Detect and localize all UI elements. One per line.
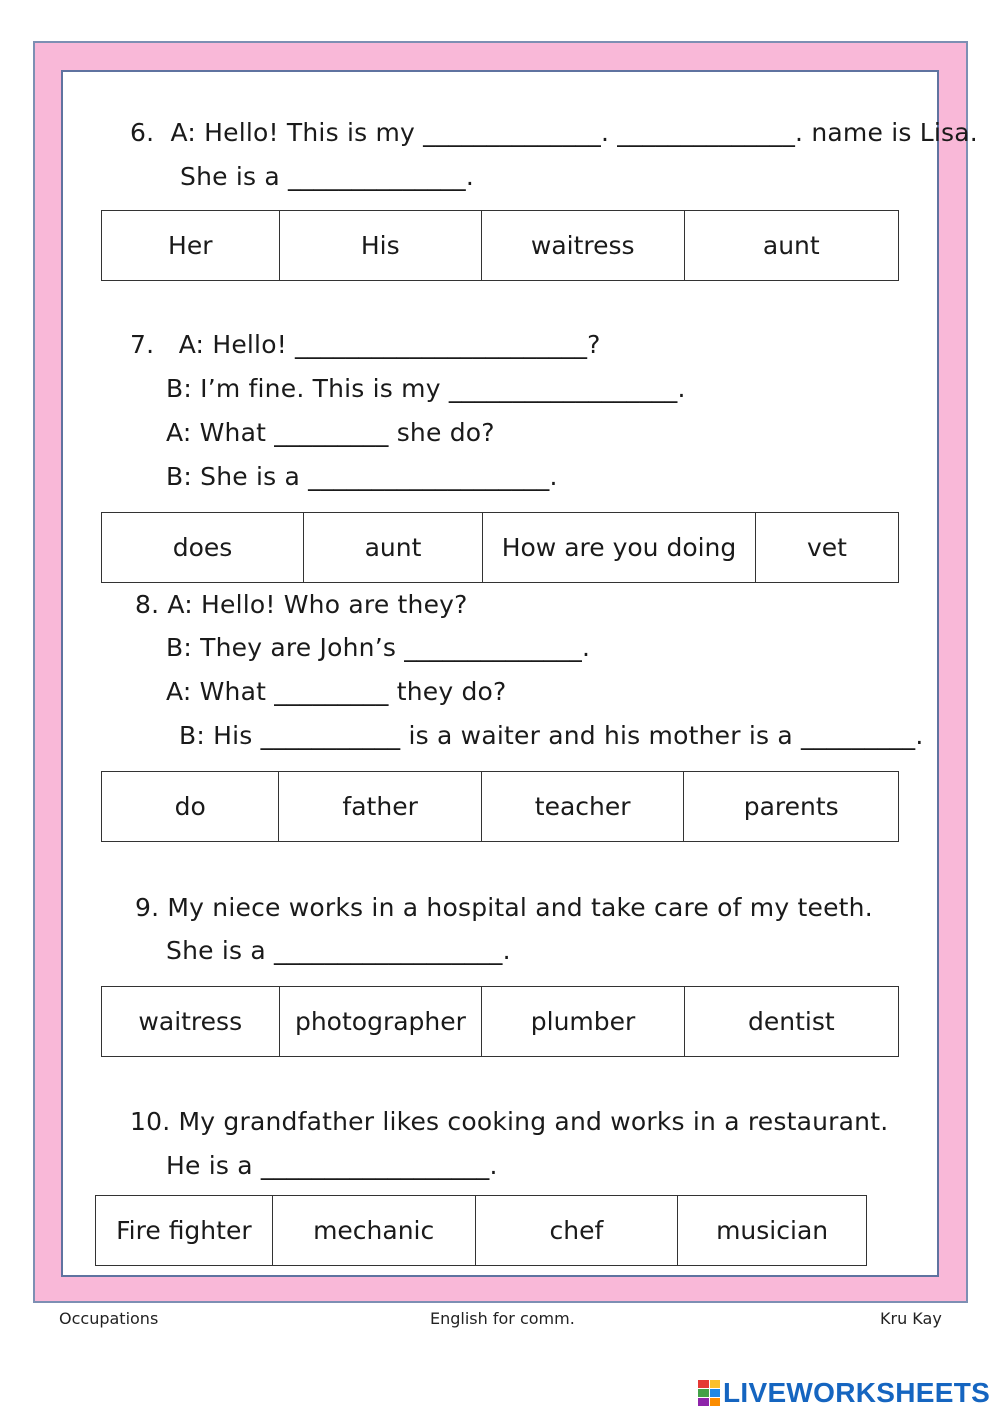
q7-line-3: A: What _________ she do? (166, 418, 495, 447)
q8-option-father[interactable]: father (279, 772, 481, 842)
q10-line-2: He is a __________________. (166, 1151, 498, 1180)
q6-line-2: She is a ______________. (180, 162, 474, 191)
q6-option-aunt[interactable]: aunt (684, 211, 898, 281)
q7-line-1: 7. A: Hello! _______________________? (130, 330, 601, 359)
q6-line-1: 6. A: Hello! This is my ______________. ______________. name is Lisa. (130, 118, 978, 147)
q10-option-mechanic[interactable]: mechanic (272, 1196, 475, 1266)
q9-line-2: She is a __________________. (166, 936, 511, 965)
q9-option-dentist[interactable]: dentist (684, 987, 898, 1057)
liveworksheets-brand[interactable] (698, 1378, 990, 1408)
footer-center: English for comm. (430, 1309, 575, 1328)
footer-right: Kru Kay (880, 1309, 942, 1328)
q9-option-photographer[interactable]: photographer (279, 987, 482, 1057)
q7-option-how-are-you-doing[interactable]: How are you doing (483, 513, 756, 583)
q10-option-musician[interactable]: musician (678, 1196, 867, 1266)
q6-option-her[interactable]: Her (102, 211, 280, 281)
q8-option-parents[interactable]: parents (684, 772, 899, 842)
q7-options-table (101, 512, 899, 583)
q7-option-does[interactable]: does (102, 513, 304, 583)
q6-option-his[interactable]: His (279, 211, 481, 281)
q7-option-vet[interactable]: vet (756, 513, 899, 583)
q8-line-2: B: They are John’s ______________. (166, 633, 591, 662)
q7-option-aunt[interactable]: aunt (304, 513, 483, 583)
q9-line-1: 9. My niece works in a hospital and take care of my teeth. (135, 893, 873, 922)
q6-options-table (101, 210, 899, 281)
q8-line-4: B: His ___________ is a waiter and his mother is a _________. (179, 721, 924, 750)
liveworksheets-logo-icon (698, 1380, 720, 1406)
q6-option-waitress[interactable]: waitress (481, 211, 684, 281)
q10-line-1: 10. My grandfather likes cooking and works in a restaurant. (130, 1107, 889, 1136)
q10-option-chef[interactable]: chef (475, 1196, 678, 1266)
q9-option-waitress[interactable]: waitress (102, 987, 280, 1057)
footer-left: Occupations (59, 1309, 159, 1328)
q8-option-do[interactable]: do (102, 772, 279, 842)
q8-options-table (101, 771, 899, 842)
q8-option-teacher[interactable]: teacher (481, 772, 684, 842)
q8-line-1: 8. A: Hello! Who are they? (135, 590, 468, 619)
q7-line-4: B: She is a ___________________. (166, 462, 558, 491)
liveworksheets-wordmark: LIVEWORKSHEETS (723, 1377, 991, 1408)
q10-option-fire-fighter[interactable]: Fire fighter (96, 1196, 273, 1266)
q9-option-plumber[interactable]: plumber (482, 987, 684, 1057)
q8-line-3: A: What _________ they do? (166, 677, 507, 706)
q7-line-2: B: I’m fine. This is my __________________. (166, 374, 686, 403)
q9-options-table (101, 986, 899, 1057)
q10-options-table (95, 1195, 867, 1266)
